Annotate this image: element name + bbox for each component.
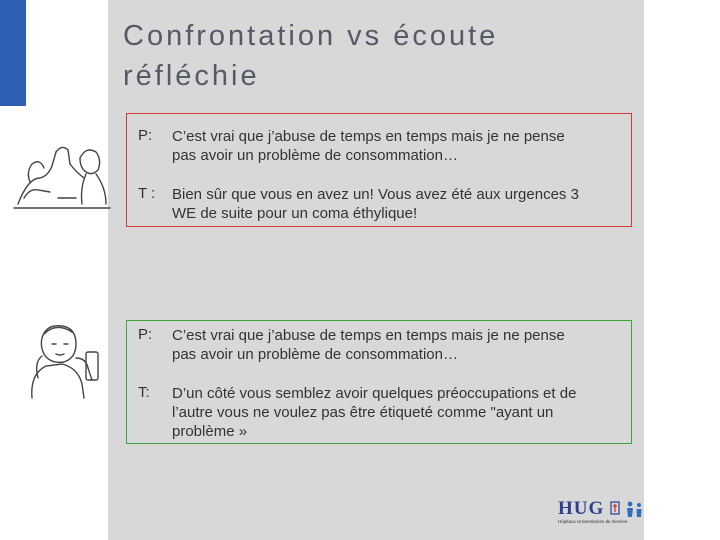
accent-bar — [0, 0, 26, 106]
slide-title — [123, 16, 623, 96]
speaker-label-patient: P: — [138, 326, 153, 343]
dialogue-line: C’est vrai que j’abuse de temps en temps mais je ne pense — [172, 128, 565, 145]
logo-wordmark: HUG — [558, 498, 605, 519]
dialogue-line: problème » — [172, 423, 248, 440]
title-line-2: réfléchie — [123, 60, 260, 92]
speaker-label-therapist: T : — [138, 185, 156, 202]
dialogue-line: C’est vrai que j’abuse de temps en temps mais je ne pense — [172, 327, 565, 344]
dialogue-line: D’un côté vous semblez avoir quelques préoccupations et de — [172, 385, 577, 402]
logo-emblem-icon — [610, 500, 644, 518]
dialogue-line: l’autre vous ne voulez pas être étiqueté comme "ayant un — [172, 404, 554, 421]
dialogue-line: pas avoir un problème de consommation… — [172, 147, 458, 164]
dialogue-line: pas avoir un problème de consommation… — [172, 346, 458, 363]
speaker-label-patient: P: — [138, 127, 153, 144]
arm-wrestling-illustration — [10, 138, 114, 218]
listening-person-illustration — [12, 318, 104, 404]
speaker-label-therapist: T: — [138, 384, 150, 401]
dialogue-line: Bien sûr que vous en avez un! Vous avez été aux urgences 3 — [172, 186, 579, 203]
dialogue-line: WE de suite pour un coma éthylique! — [172, 205, 418, 222]
title-line-1: Confrontation vs écoute — [123, 20, 499, 52]
logo-subtitle: Hôpitaux Universitaires de Genève — [558, 519, 628, 524]
hug-logo — [556, 498, 646, 528]
